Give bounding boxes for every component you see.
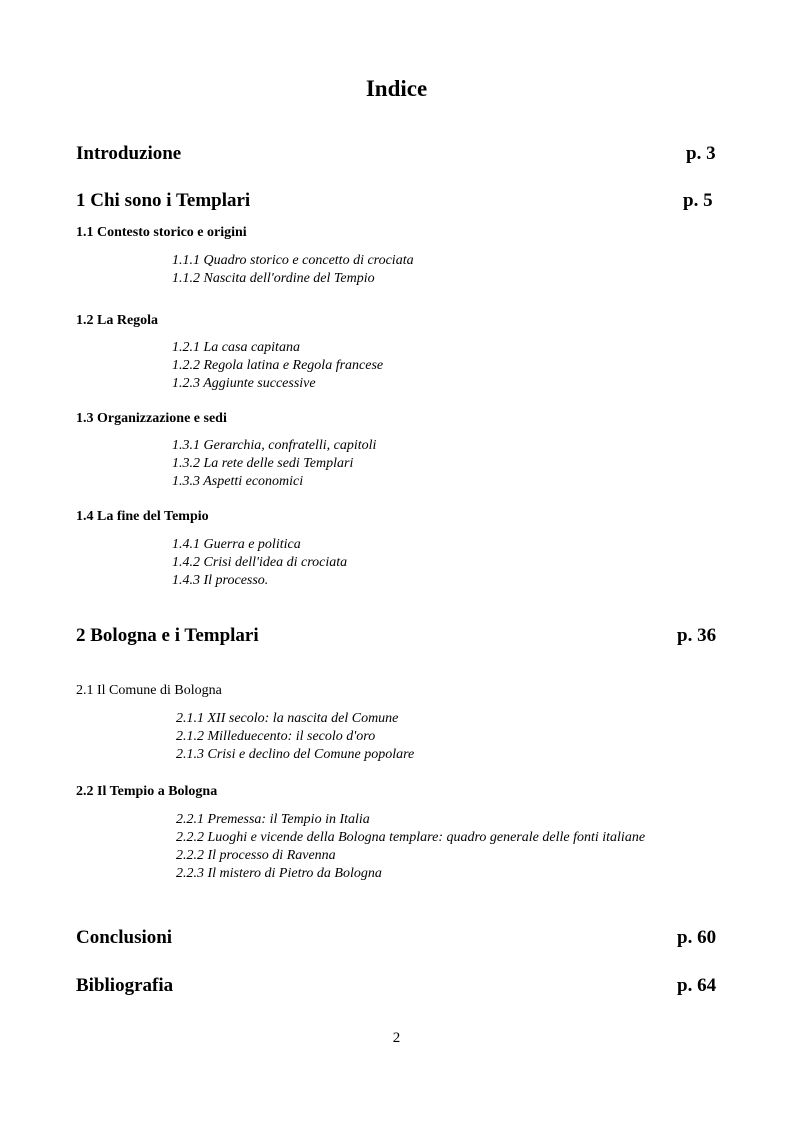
toc-subsection: 1.4.3 Il processo. <box>172 573 269 588</box>
toc-entry-conclusioni: Conclusioni <box>76 927 173 948</box>
toc-subsection: 1.3.1 Gerarchia, confratelli, capitoli <box>172 438 377 453</box>
toc-subsection: 1.2.1 La casa capitana <box>172 340 300 355</box>
toc-subsections-2-2 <box>172 811 672 883</box>
toc-section-1-1: 1.1 Contesto storico e origini <box>76 225 247 240</box>
toc-subsection: 2.1.3 Crisi e declino del Comune popolare <box>176 747 415 762</box>
toc-subsection: 1.1.1 Quadro storico e concetto di crociata <box>172 253 414 268</box>
toc-page-bibliografia: p. 64 <box>677 975 717 996</box>
toc-subsection: 1.4.1 Guerra e politica <box>172 537 301 552</box>
toc-section-1-2: 1.2 La Regola <box>76 313 159 328</box>
toc-subsections-2-1 <box>172 710 414 764</box>
toc-section-1-4: 1.4 La fine del Tempio <box>76 509 209 524</box>
toc-subsection: 2.1.2 Milleduecento: il secolo d'oro <box>176 729 376 744</box>
toc-entry-bibliografia: Bibliografia <box>76 975 174 996</box>
toc-subsection: 2.1.1 XII secolo: la nascita del Comune <box>176 711 399 726</box>
toc-page-chapter-2: p. 36 <box>677 625 717 646</box>
toc-subsections-1-2 <box>172 339 383 393</box>
toc-section-1-3: 1.3 Organizzazione e sedi <box>76 411 227 426</box>
page-title: Indice <box>365 76 428 101</box>
toc-section-2-2: 2.2 Il Tempio a Bologna <box>76 784 218 799</box>
toc-subsection: 1.2.2 Regola latina e Regola francese <box>172 358 384 373</box>
toc-subsection: 1.3.3 Aspetti economici <box>172 474 304 489</box>
toc-entry-chapter-2: 2 Bologna e i Templari <box>76 625 259 646</box>
page-number: 2 <box>392 1030 401 1046</box>
toc-subsection: 2.2.1 Premessa: il Tempio in Italia <box>176 812 370 827</box>
toc-subsection: 2.2.2 Il processo di Ravenna <box>176 848 336 863</box>
toc-entry-chapter-1: 1 Chi sono i Templari <box>76 190 251 211</box>
toc-section-2-1: 2.1 Il Comune di Bologna <box>76 683 222 698</box>
toc-subsection: 1.2.3 Aggiunte successive <box>172 376 316 391</box>
toc-subsection: 1.1.2 Nascita dell'ordine del Tempio <box>172 271 375 286</box>
toc-subsection: 2.2.2 Luoghi e vicende della Bologna templare: quadro generale delle fonti italiane <box>176 830 646 845</box>
toc-subsection: 1.3.2 La rete delle sedi Templari <box>172 456 354 471</box>
toc-page-conclusioni: p. 60 <box>677 927 717 948</box>
toc-entry-introduzione: Introduzione <box>76 143 182 164</box>
toc-page-introduzione: p. 3 <box>686 143 716 164</box>
toc-subsections-1-3 <box>172 437 376 491</box>
toc-subsection: 2.2.3 Il mistero di Pietro da Bologna <box>176 866 382 881</box>
toc-subsections-1-1 <box>172 252 414 288</box>
toc-page-chapter-1: p. 5 <box>683 190 713 211</box>
toc-subsection: 1.4.2 Crisi dell'idea di crociata <box>172 555 348 570</box>
toc-subsections-1-4 <box>172 536 347 590</box>
